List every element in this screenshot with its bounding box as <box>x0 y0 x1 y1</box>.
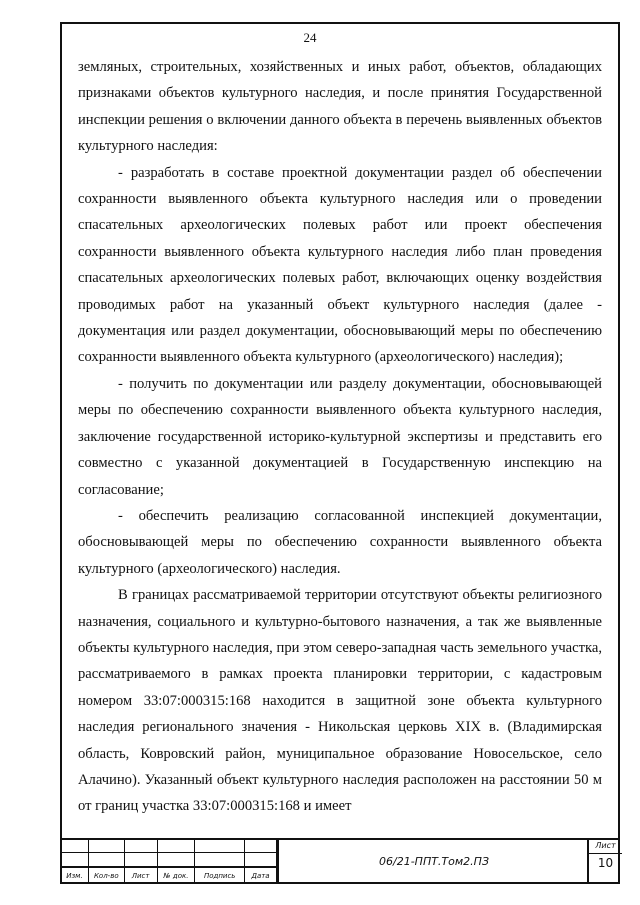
paragraph: - разработать в составе проектной документации раздел об обеспечении сохранности выявленного объекта культурного наследия или о проведении спасательных археологических полевых работ или проект обеспечения сохранности выявленного объекта культурного наследия либо план проведения спасательных археологических полевых работ, включающих оценку воздействия проводимых работ на указанный объект культурного наследия (далее - документация или раздел документации, обосновывающий меры по обеспечению сохранности выявленного объекта культурного (археологического) наследия); <box>78 164 602 366</box>
page-number: 24 <box>303 30 317 45</box>
paragraph: - получить по документации или разделу документации, обосновывающей меры по обеспечению сохранности выявленного объекта культурного наследия, заключение государственной историко-культурной экспертизы и представить его совместно с указанной документацией в Государственную инспекцию на согласование; <box>78 375 602 498</box>
stamp-revision-table <box>60 838 277 884</box>
stamp-col-sheet: Лист <box>124 867 157 883</box>
stamp-col-date: Дата <box>245 867 277 883</box>
sheet-number: 10 <box>597 856 614 870</box>
title-block-stamp <box>60 838 620 884</box>
paragraph: В границах рассматриваемой территории отсутствуют объекты религиозного назначения, социального и культурно-бытового назначения, а так же выявленные объекты культурного наследия, при этом северо-западная часть земельного участка, рассматриваемого в рамках проекта планировки территории, с кадастровым номером 33:07:000315:168 находится в защитной зоне объекта культурного наследия регионального значения - Никольская церковь XIX в. (Владимирская область, Ковровский район, муниципальное образование Новосельское, село Алачино). Указанный объект культурного наследия расположен на расстоянии 50 м от границ участка 33:07:000315:168 и имеет <box>78 587 602 815</box>
stamp-col-count: Кол-во <box>88 867 124 883</box>
stamp-col-doc-no: № док. <box>157 867 195 883</box>
paragraph: земляных, строительных, хозяйственных и иных работ, объектов, обладающих признаками объектов культурного наследия, и после принятия Государственной инспекции решения о включении данного объекта в перечень выявленных объектов культурного наследия: <box>78 59 602 155</box>
document-code: 06/21-ППТ.Том2.ПЗ <box>277 838 589 884</box>
stamp-col-signature: Подпись <box>195 867 245 883</box>
paragraph: - обеспечить реализацию согласованной инспекцией документации, обосновывающей меры по обеспечению сохранности выявленного объекта культурного (археологического) наследия. <box>78 507 602 577</box>
sheet-label: Лист <box>589 838 622 854</box>
document-body <box>78 54 602 820</box>
sheet-box <box>587 838 622 884</box>
stamp-col-change: Изм. <box>61 867 89 883</box>
